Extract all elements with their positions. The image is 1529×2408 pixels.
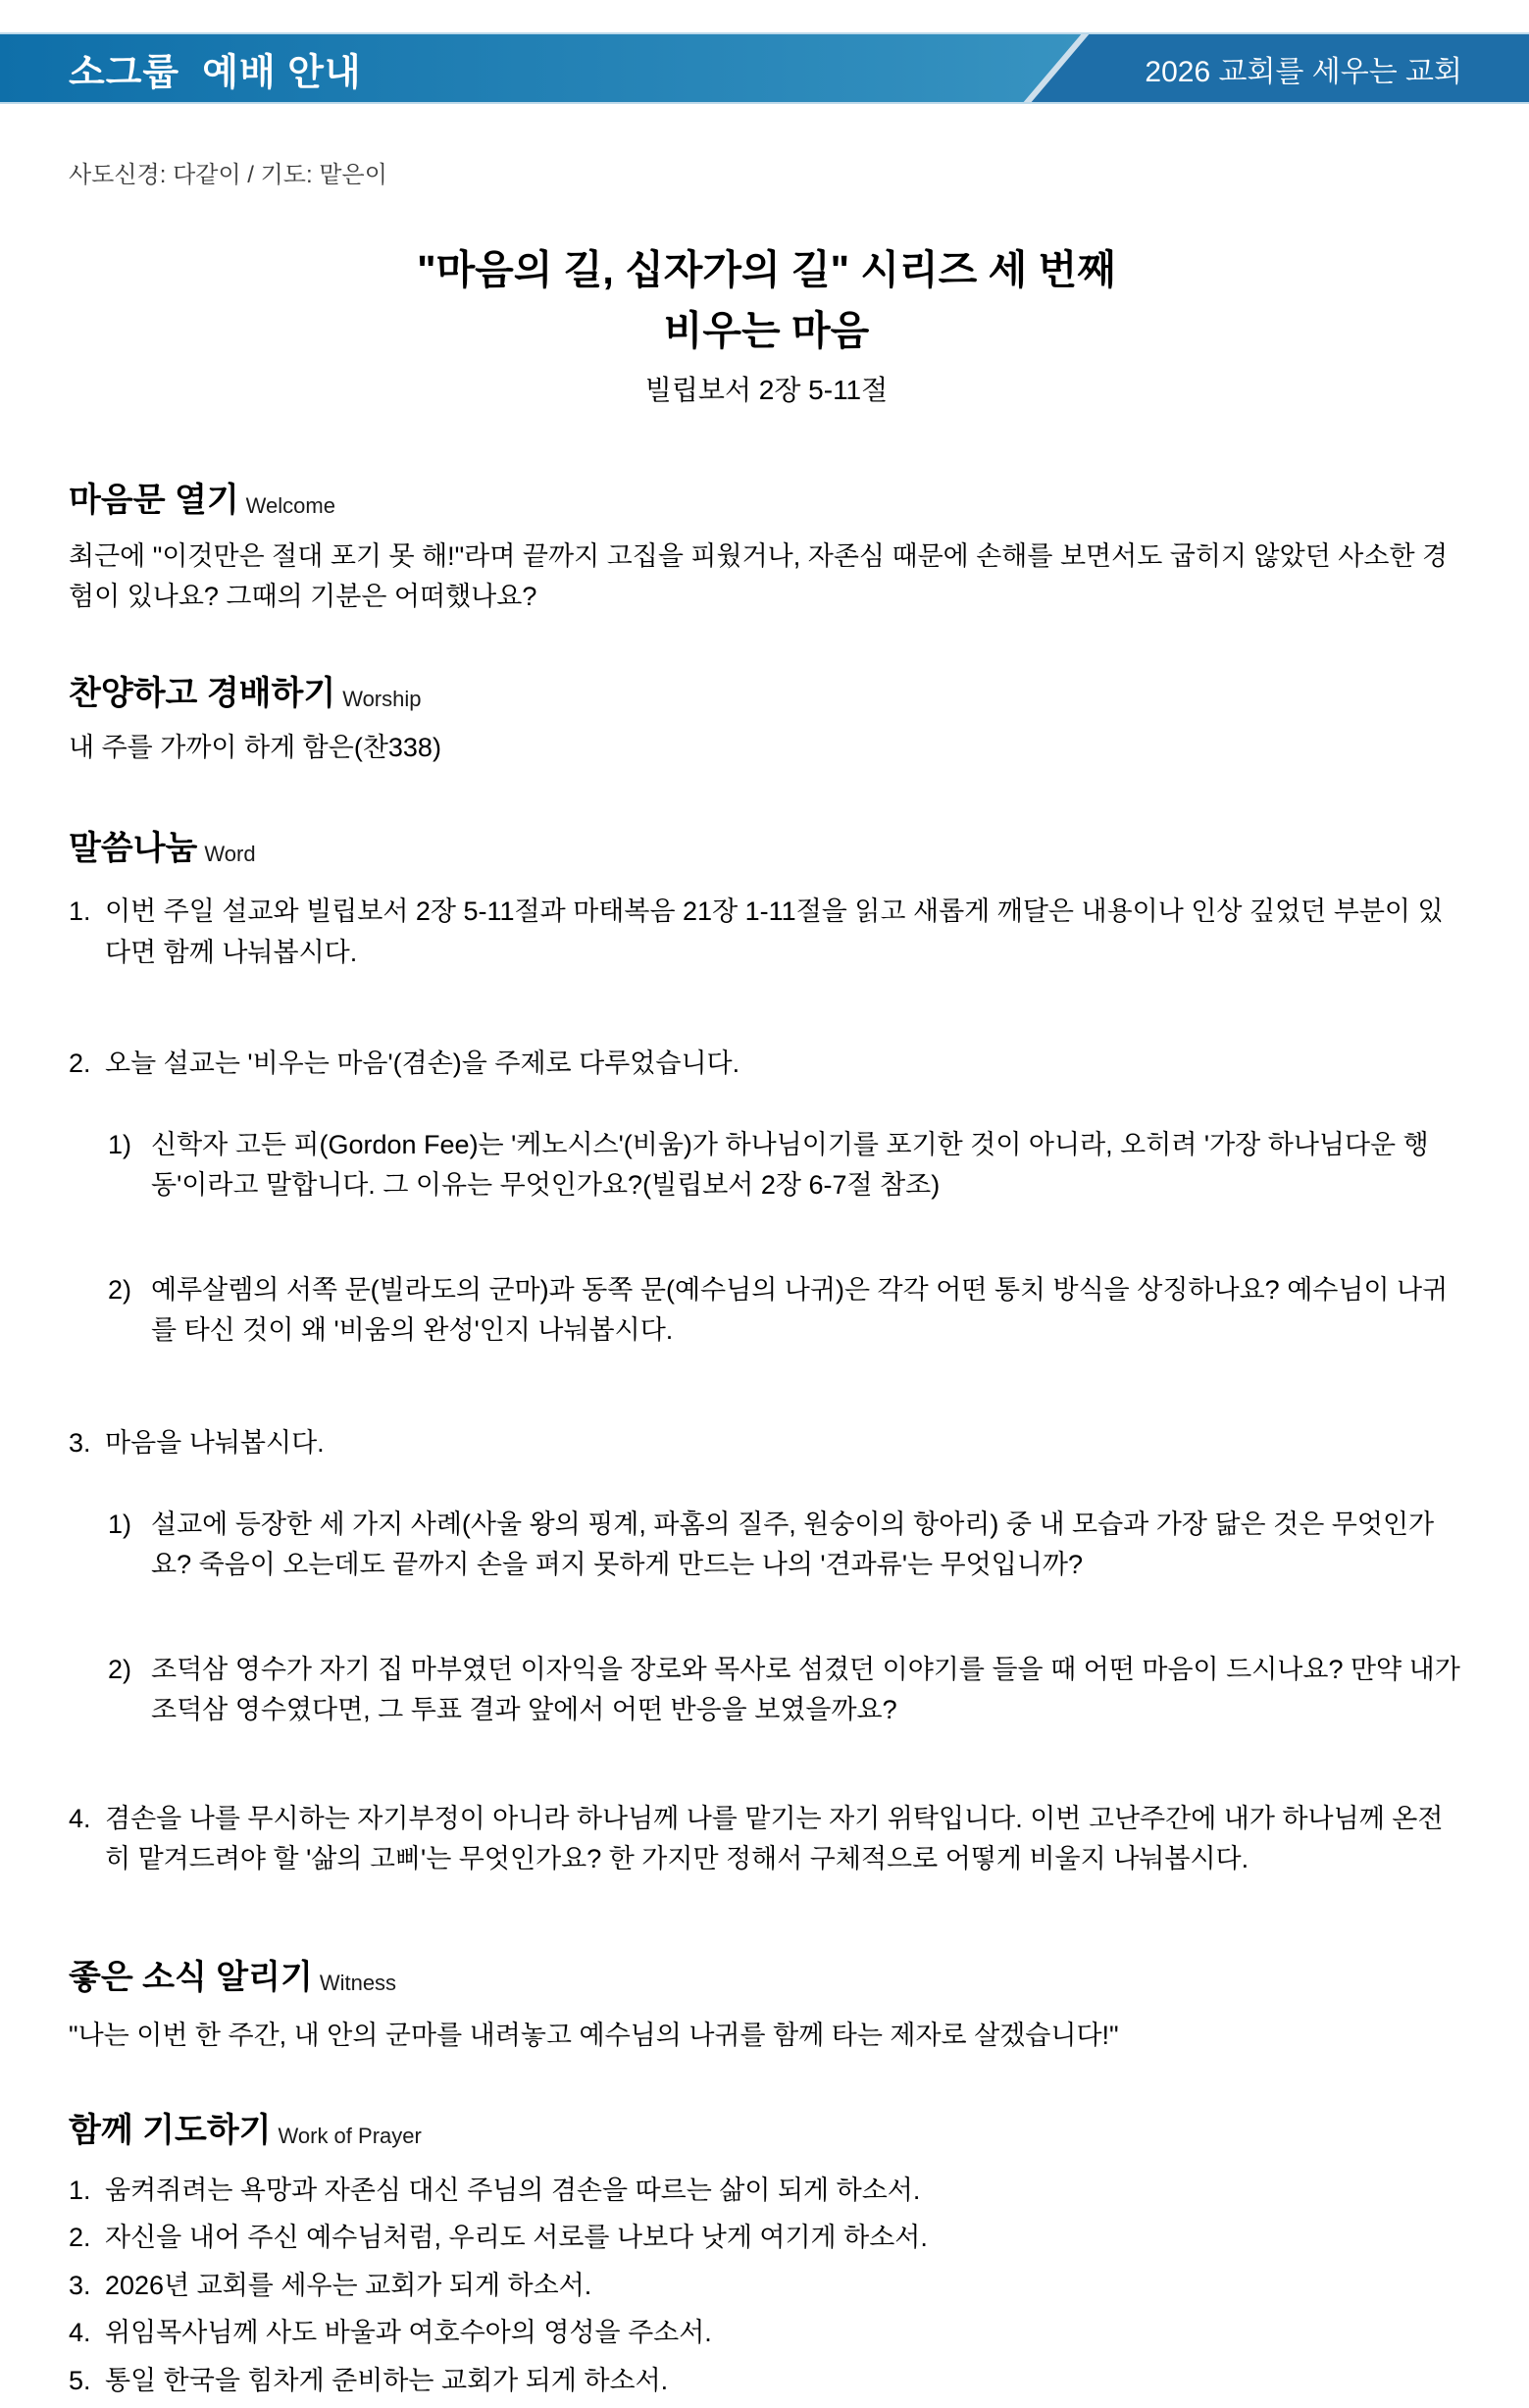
- prayer-item-2-text: 자신을 내어 주신 예수님처럼, 우리도 서로를 나보다 낫게 여기게 하소서.: [105, 2223, 928, 2253]
- word-item-2: [69, 1044, 1464, 1084]
- word-item-2-text: 오늘 설교는 '비우는 마음'(겸손)을 주제로 다루었습니다.: [105, 1048, 740, 1078]
- section-heading-witness: [69, 1958, 1464, 1998]
- document-body: [0, 155, 1529, 2405]
- word-item-2-sub-1: [108, 1125, 1464, 1205]
- header-bar: [0, 32, 1529, 104]
- word-item-3-text: 마음을 나눠봅시다.: [105, 1427, 325, 1458]
- word-item-1: [69, 892, 1464, 972]
- prayer-item-5: [69, 2357, 1464, 2405]
- word-item-4-number: 4.: [69, 1803, 91, 1833]
- prayer-item-5-number: 5.: [69, 2365, 91, 2395]
- word-item-1-text: 이번 주일 설교와 빌립보서 2장 5-11절과 마태복음 21장 1-11절을 읽고 새롭게 깨달은 내용이나 인상 깊었던 부분이 있다면 함께 나눠봅시다.: [105, 897, 1444, 967]
- section-heading-welcome-ko: 마음문 열기: [69, 482, 239, 519]
- prayer-item-4-text: 위임목사님께 사도 바울과 여호수아의 영성을 주소서.: [105, 2318, 712, 2348]
- word-item-3-sub-1-text: 설교에 등장한 세 가지 사례(사울 왕의 핑계, 파홈의 질주, 원숭이의 항아리) 중 내 모습과 가장 닮은 것은 무엇인가요? 죽음이 오는데도 끝까지 손을 펴지 못하게 만드는 나의 '견과류'는 무엇입니까?: [151, 1509, 1435, 1579]
- section-heading-word-en: Word: [204, 841, 256, 866]
- word-item-3-number: 3.: [69, 1427, 91, 1458]
- prayer-item-1-number: 1.: [69, 2175, 91, 2205]
- word-item-2-number: 2.: [69, 1048, 91, 1078]
- prayer-item-4: [69, 2309, 1464, 2357]
- hymn-title: 내 주를 가까이 하게 함은(찬338): [69, 732, 441, 762]
- section-heading-prayer-ko: 함께 기도하기: [69, 2111, 272, 2149]
- word-item-3-sub-2: [108, 1650, 1464, 1730]
- witness-declaration: "나는 이번 한 주간, 내 안의 군마를 내려놓고 예수님의 나귀를 함께 타는 제자로 살겠습니다!": [69, 2020, 1119, 2050]
- sermon-title-block: [69, 240, 1464, 408]
- word-item-4: [69, 1799, 1464, 1879]
- section-heading-worship-ko: 찬양하고 경배하기: [69, 674, 336, 712]
- prayer-item-1-text: 움켜쥐려는 욕망과 자존심 대신 주님의 겸손을 따르는 삶이 되게 하소서.: [105, 2175, 921, 2205]
- word-item-2-sub-2-text: 예루살렘의 서쪽 문(빌라도의 군마)과 동쪽 문(예수님의 나귀)은 각각 어떤 통치 방식을 상징하나요? 예수님이 나귀를 타신 것이 왜 '비움의 완성'인지 나눠봅시다.: [151, 1274, 1449, 1345]
- prayer-item-2-number: 2.: [69, 2223, 91, 2253]
- word-item-1-number: 1.: [69, 897, 91, 927]
- prayer-item-1: [69, 2167, 1464, 2215]
- word-item-4-text: 겸손을 나를 무시하는 자기부정이 아니라 하나님께 나를 맡기는 자기 위탁입니다. 이번 고난주간에 내가 하나님께 온전히 맡겨드려야 할 '삶의 고삐'는 무엇인가요? 한 가지만 정해서 구체적으로 어떻게 비울지 나눠봅시다.: [105, 1803, 1444, 1873]
- section-heading-witness-en: Witness: [319, 1970, 397, 1995]
- section-worship: [69, 674, 1464, 768]
- prayer-item-5-text: 통일 한국을 힘차게 준비하는 교회가 되게 하소서.: [105, 2365, 669, 2395]
- section-heading-witness-ko: 좋은 소식 알리기: [69, 1958, 313, 1996]
- section-witness: [69, 1958, 1464, 2056]
- page-title: 소그룹 예배 안내: [69, 52, 362, 93]
- section-heading-worship: [69, 674, 1464, 714]
- sermon-series-line1: "마음의 길, 십자가의 길" 시리즈 세 번째: [417, 247, 1116, 292]
- section-word: [69, 829, 1464, 1879]
- section-heading-worship-en: Worship: [342, 686, 422, 711]
- word-item-3-sub-1: [108, 1505, 1464, 1585]
- prayer-item-3-number: 3.: [69, 2270, 91, 2300]
- word-item-3: [69, 1423, 1464, 1463]
- service-meta-line: 사도신경: 다같이 / 기도: 맡은이: [69, 162, 387, 188]
- prayer-list: [69, 2167, 1464, 2405]
- section-heading-word-ko: 말씀나눔: [69, 829, 198, 867]
- welcome-question: 최근에 "이것만은 절대 포기 못 해!"라며 끝까지 고집을 피웠거나, 자존심 때문에 손해를 보면서도 굽히지 않았던 사소한 경험이 있나요? 그때의 기분은 어떠했나요?: [69, 540, 1449, 611]
- section-heading-welcome-en: Welcome: [245, 493, 335, 518]
- section-welcome: [69, 481, 1464, 617]
- word-item-3-sub-1-number: 1): [108, 1509, 132, 1539]
- prayer-item-3-text: 2026년 교회를 세우는 교회가 되게 하소서.: [105, 2270, 592, 2300]
- word-item-3-sub-2-text: 조덕삼 영수가 자기 집 마부였던 이자익을 장로와 목사로 섬겼던 이야기를 들을 때 어떤 마음이 드시나요? 만약 내가 조덕삼 영수였다면, 그 투표 결과 앞에서 어떤 반응을 보였을까요?: [151, 1654, 1460, 1724]
- prayer-item-3: [69, 2262, 1464, 2310]
- section-heading-word: [69, 829, 1464, 869]
- scripture-reference: 빌립보서 2장 5-11절: [644, 375, 889, 405]
- word-item-3-sub-2-number: 2): [108, 1654, 132, 1684]
- sermon-series-title: [69, 240, 1464, 361]
- prayer-item-2: [69, 2214, 1464, 2262]
- header-slogan: 2026 교회를 세우는 교회: [1145, 55, 1462, 88]
- word-item-2-sub-2: [108, 1270, 1464, 1351]
- word-item-2-sub-1-text: 신학자 고든 피(Gordon Fee)는 '케노시스'(비움)가 하나님이기를 포기한 것이 아니라, 오히려 '가장 하나님다운 행동'이라고 말합니다. 그 이유는 무엇인가요?(빌립보서 2장 6-7절 참조): [151, 1129, 1429, 1200]
- section-heading-welcome: [69, 481, 1464, 521]
- section-heading-prayer: [69, 2111, 1464, 2151]
- section-prayer: [69, 2111, 1464, 2405]
- prayer-item-4-number: 4.: [69, 2318, 91, 2348]
- section-heading-prayer-en: Work of Prayer: [278, 2123, 422, 2148]
- word-item-2-sub-1-number: 1): [108, 1129, 132, 1159]
- word-item-2-sub-2-number: 2): [108, 1274, 132, 1305]
- sermon-series-line2: 비우는 마음: [663, 307, 870, 353]
